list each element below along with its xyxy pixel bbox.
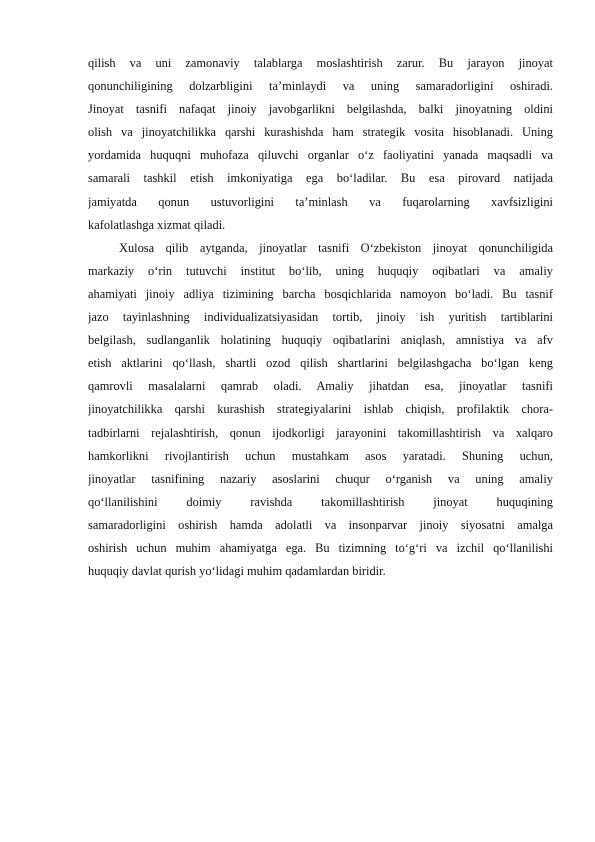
text-line: jinoyatchilikka qarshi kurashish strategiyalarini ishlab chiqish, profilaktik chora- [88,402,553,417]
text-line: ahamiyati jinoiy adliya tizimining barcha bosqichlarida namoyon boʻladi. Bu tasnif [88,286,553,301]
text-line: markaziy oʻrin tutuvchi institut boʻlib, uning huquqiy oqibatlari va amaliy [88,263,553,278]
body-text [88,52,553,583]
paragraph-1 [88,52,553,237]
text-line: samarali tashkil etish imkoniyatiga ega boʻladilar. Bu esa pirovard natijada [88,171,553,186]
text-line: Jinoyat tasnifi nafaqat jinoiy javobgarlikni belgilashda, balki jinoyatning oldini [88,102,553,117]
text-line: yordamida huquqni muhofaza qiluvchi organlar oʻz faoliyatini yanada maqsadli va [88,148,553,163]
text-line: jazo tayinlashning individualizatsiyasidan tortib, jinoiy ish yuritish tartiblarini [88,310,553,325]
paragraph-2 [88,237,553,583]
text-line: tadbirlarni rejalashtirish, qonun ijodkorligi jarayonini takomillashtirish va xalqaro [88,425,553,440]
text-line: qoʻllanilishini doimiy ravishda takomillashtirish jinoyat huquqining [88,494,553,509]
text-line: qilish va uni zamonaviy talablarga moslashtirish zarur. Bu jarayon jinoyat [88,56,553,70]
text-line: huquqiy davlat qurish yoʻlidagi muhim qadamlardan biridir. [88,564,386,579]
text-line: kafolatlashga xizmat qiladi. [88,217,226,232]
text-line: qonunchiligining dolzarbligini taʼminlaydi va uning samaradorligini oshiradi. [88,79,553,94]
text-line: hamkorlikni rivojlantirish uchun mustahkam asos yaratadi. Shuning uchun, [88,448,553,463]
text-line: belgilash, sudlanganlik holatining huquqiy oqibatlarini aniqlash, amnistiya va afv [88,333,553,348]
text-line: olish va jinoyatchilikka qarshi kurashishda ham strategik vosita hisoblanadi. Uning [88,125,553,140]
text-line: etish aktlarini qoʻllash, shartli ozod qilish shartlarini belgilashgacha boʻlgan keng [88,356,553,371]
text-line: jinoyatlar tasnifining nazariy asoslarini chuqur oʻrganish va uning amaliy [88,471,553,486]
text-line: samaradorligini oshirish hamda adolatli va insonparvar jinoiy siyosatni amalga [88,517,553,532]
text-line: jamiyatda qonun ustuvorligini taʼminlash va fuqarolarning xavfsizligini [88,194,553,209]
text-line: Xulosa qilib aytganda, jinoyatlar tasnifi Oʻzbekiston jinoyat qonunchiligida [119,240,553,255]
text-line: qamrovli masalalarni qamrab oladi. Amaliy jihatdan esa, jinoyatlar tasnifi [88,379,553,394]
text-line: oshirish uchun muhim ahamiyatga ega. Bu tizimning toʻgʻri va izchil qoʻllanilishi [88,540,553,555]
